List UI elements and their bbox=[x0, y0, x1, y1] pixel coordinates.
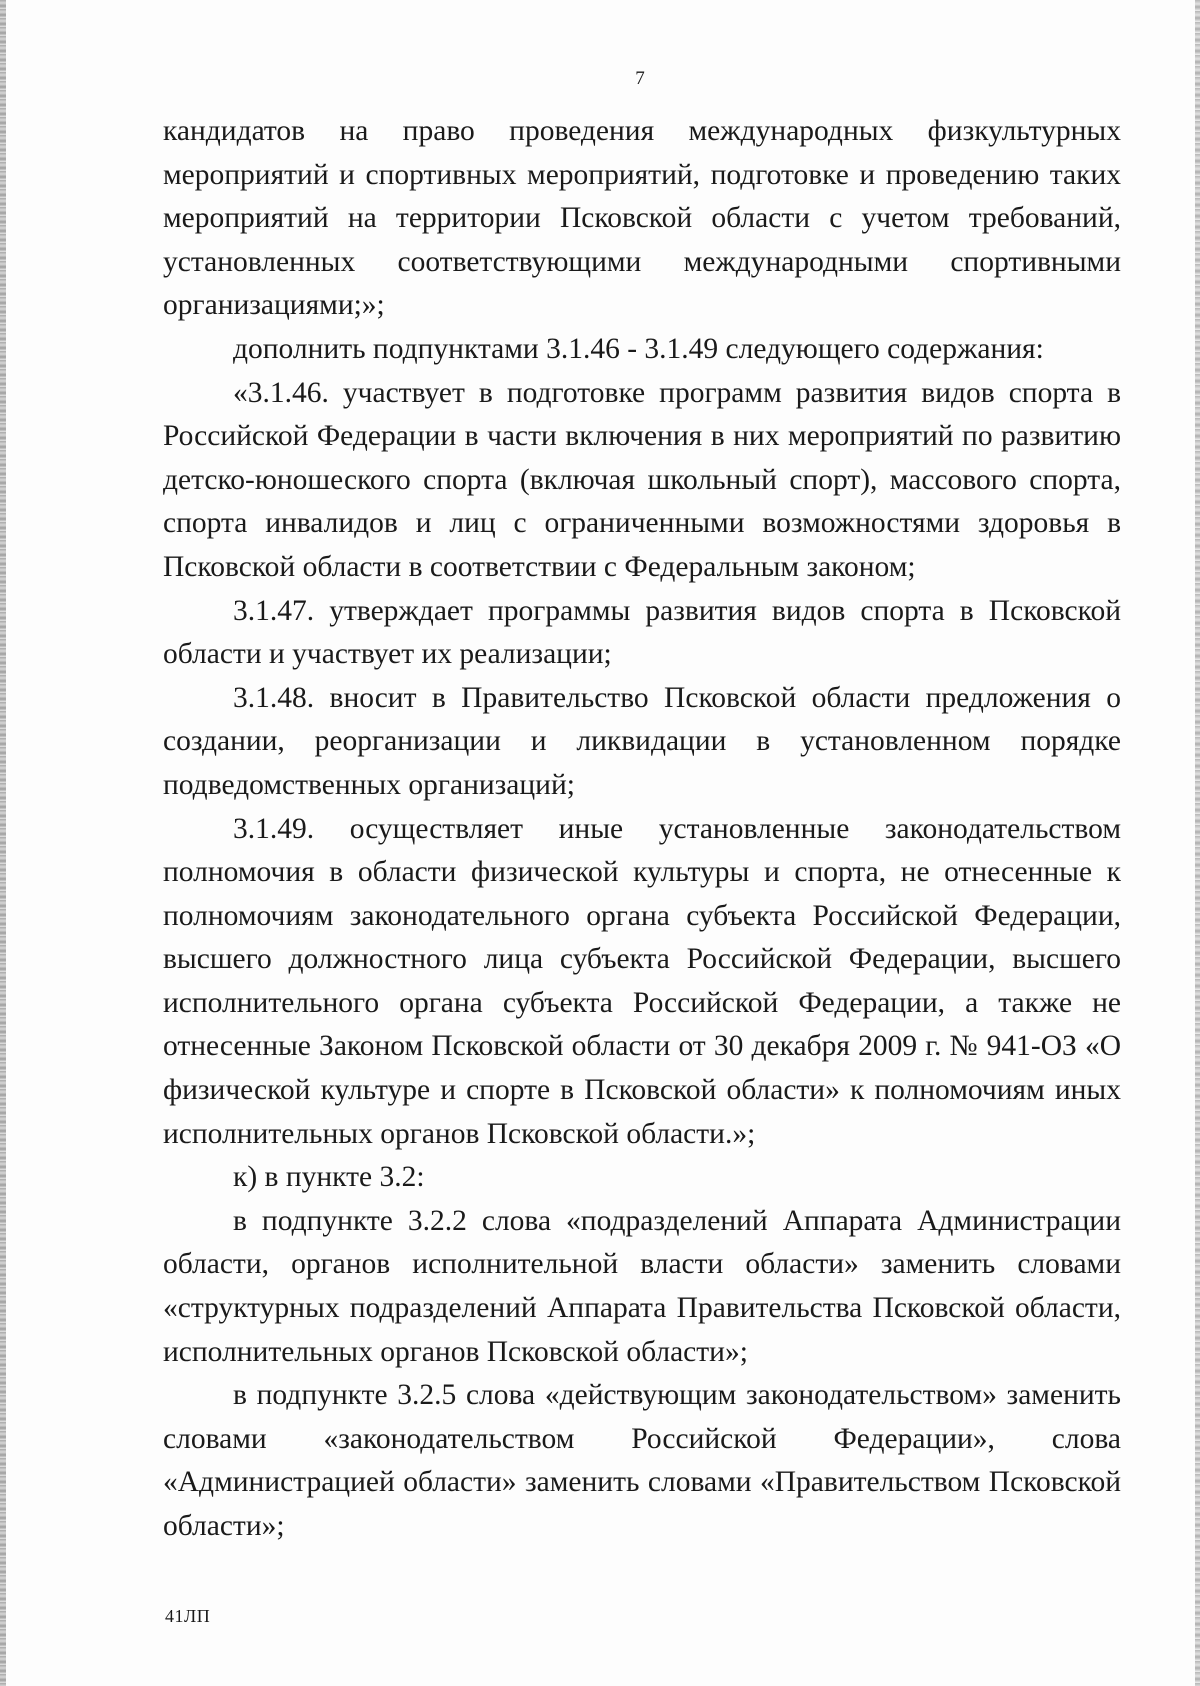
paragraph-subpoint-3-2-5: в подпункте 3.2.5 слова «действующим законодательством» заменить словами «законодательством Российской Федерации», слова «Администрацией области» заменить словами «Правительством Псковской области»; bbox=[163, 1379, 1121, 1542]
paragraph-add-subpoints: дополнить подпунктами 3.1.46 - 3.1.49 следующего содержания: bbox=[233, 332, 1044, 365]
paragraph-3-1-48: 3.1.48. вносит в Правительство Псковской области предложения о создании, реорганизации и ликвидации в установленном порядке подведомственных организаций; bbox=[163, 681, 1121, 801]
scan-edge-left bbox=[0, 0, 6, 1686]
paragraph-k-point-3-2: к) в пункте 3.2: bbox=[233, 1161, 425, 1194]
paragraph-continuation: кандидатов на право проведения международных физкультурных мероприятий и спортивных мероприятий, подготовке и проведению таких мероприятий на территории Псковской области с учетом требований, установленных соответствующими международными спортивными организациями;»; bbox=[163, 115, 1121, 322]
footer-code: 41ЛП bbox=[165, 1606, 211, 1626]
paragraph-subpoint-3-2-2: в подпункте 3.2.2 слова «подразделений Аппарата Администрации области, органов исполнительной власти области» заменить словами «структурных подразделений Аппарата Правительства Псковской области, исполнительных органов Псковской области»; bbox=[163, 1204, 1121, 1368]
paragraph-3-1-47: 3.1.47. утверждает программы развития видов спорта в Псковской области и участвует их реализации; bbox=[163, 594, 1121, 671]
scan-edge-right bbox=[1195, 0, 1200, 1686]
paragraph-3-1-46: «3.1.46. участвует в подготовке программ развития видов спорта в Российской Федерации в части включения в них мероприятий по развитию детско-юношеского спорта (включая школьный спорт), массового спорта, спорта инвалидов и лиц с ограниченными возможностями здоровья в Псковской области в соответствии с Федеральным законом; bbox=[163, 376, 1121, 583]
paragraph-3-1-49: 3.1.49. осуществляет иные установленные законодательством полномочия в области физической культуры и спорта, не отнесенные к полномочиям законодательного органа субъекта Российской Федерации, высшего должностного лица субъекта Российской Федерации, высшего исполнительного органа субъекта Российской Федерации, а также не отнесенные Законом Псковской области от 30 декабря 2009 г. № 941-ОЗ «О физической культуре и спорте в Псковской области» к полномочиям иных исполнительных органов Псковской области.»; bbox=[163, 812, 1121, 1150]
page-number: 7 bbox=[635, 68, 645, 89]
document-body bbox=[163, 110, 1121, 1549]
